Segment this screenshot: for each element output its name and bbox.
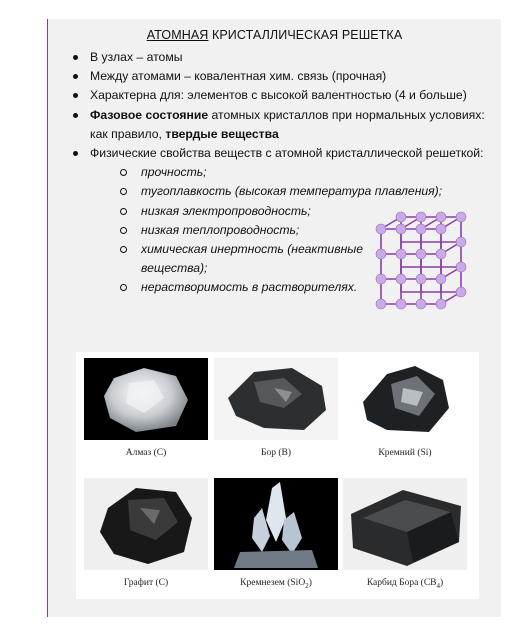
graphite-photo [84,478,208,570]
mineral-caption: Алмаз (С) [125,448,167,458]
boron-carbide-photo [343,478,467,570]
mineral-tile-diamond [84,358,208,458]
mineral-tile-silicon [343,358,467,458]
silica-photo [214,478,338,570]
mineral-tile-boron [214,358,338,458]
mineral-tile-graphite [84,478,208,588]
silicon-photo [343,358,467,440]
property-item: прочность; [119,163,369,182]
properties-list [90,163,443,297]
phase-text: атомных кристаллов при нормальных условиях: как правило, [90,107,485,141]
mineral-caption: Кремний (Si) [378,448,432,458]
bullet-nodes: В узлах – атомы [68,48,493,67]
mineral-caption: Кремнезем (SiO$_2$) [240,578,312,590]
document-page [47,19,501,617]
title-underlined: АТОМНАЯ [146,28,209,42]
crystal-lattice-diagram [361,209,481,319]
bullet-typical: Характерна для: элементов с высокой валентностью (4 и больше) [68,86,493,105]
mineral-tile-silica [214,478,338,590]
mineral-caption: Бор (В) [261,448,291,458]
diamond-photo [84,358,208,440]
boron-photo [214,358,338,440]
bullet-phase [68,106,493,144]
property-item: низкая теплопроводность; [119,221,369,240]
property-item: тугоплавкость (высокая температура плавления); [119,182,461,201]
phase-solid: твердые вещества [165,126,279,141]
minerals-gallery [76,352,479,599]
bullet-bond: Между атомами – ковалентная хим. связь (прочная) [68,67,493,86]
phase-label: Фазовое состояние [90,107,209,122]
property-item: нерастворимость в растворителях. [119,278,369,297]
mineral-tile-boron-carbide [343,478,467,590]
property-item: химическая инертность (неактивные вещества); [119,240,369,278]
property-item: низкая электропроводность; [119,202,369,221]
mineral-caption: Графит (С) [123,578,169,588]
title-rest: КРИСТАЛЛИЧЕСКАЯ РЕШЕТКА [208,28,403,42]
properties-heading: Физические свойства веществ с атомной кристаллической решеткой: [90,146,484,161]
page-title [48,28,501,42]
mineral-caption: Карбид Бора $(CB_4)$ [366,578,444,590]
